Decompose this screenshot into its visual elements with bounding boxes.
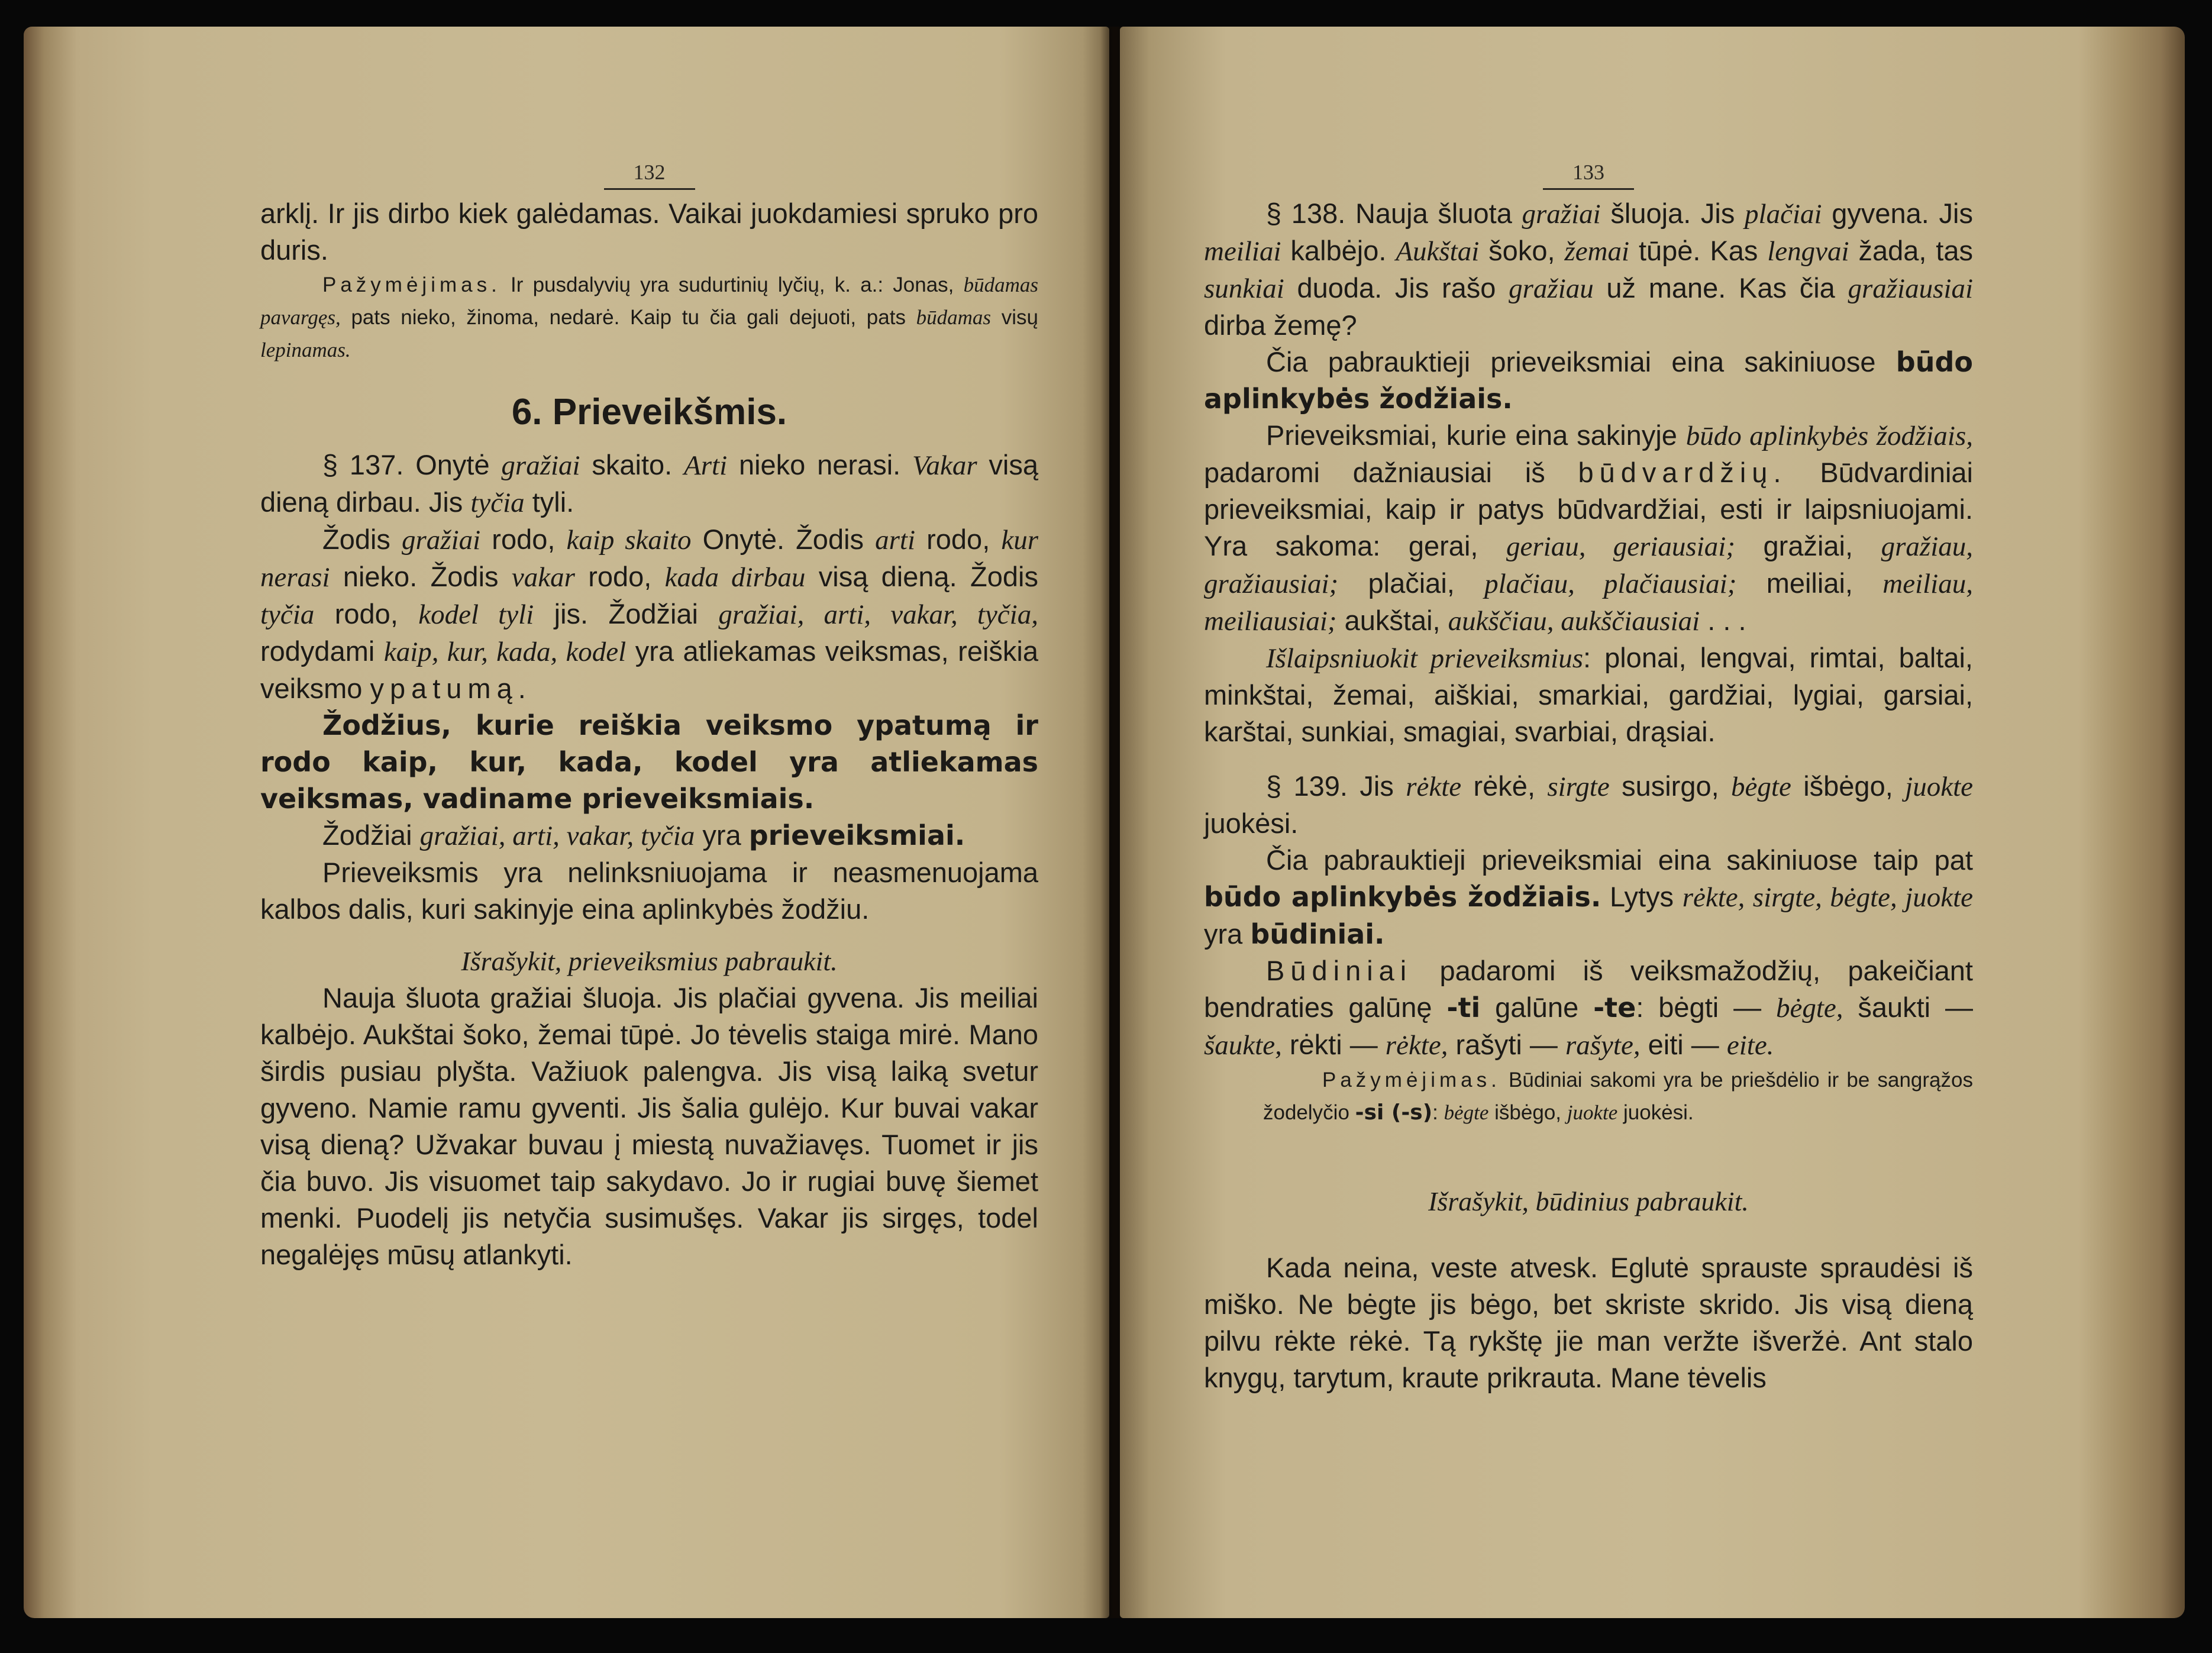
right-page	[1120, 27, 2185, 1618]
paragraph-prieveiksmis: Prieveiksmis yra nelinksniuojama ir neasmenuojama kalbos dalis, kuri sakinyje eina aplinkybės žodžiu.	[260, 857, 1038, 925]
left-page-text	[260, 160, 1038, 1273]
paragraph-139: § 139. Jis rėkte rėkė, sirgte susirgo, bėgte išbėgo, juokte juokėsi.	[1204, 770, 1973, 839]
page-number: 133	[1204, 160, 1973, 195]
page-number: 132	[260, 160, 1038, 195]
paragraph-138: § 138. Nauja šluota gražiai šluoja. Jis plačiai gyvena. Jis meiliai kalbėjo. Aukštai šoko, žemai tūpė. Kas lengvai žada, tas sunkiai duoda. Jis rašo gražiau už mane. Kas čia gražiausiai dirba žemę?	[1204, 198, 1974, 341]
section-heading: 6. Prieveikšmis.	[511, 392, 787, 432]
paragraph-islaipsniuokit: Išlaipsniuokit prieveiksmius: plonai, lengvai, rimtai, baltai, minkštai, žemai, aiškiai, smarkiai, gardžiai, lygiai, garsiai, karštai, sunkiai, smagiai, svarbiai, drąsiai.	[1204, 642, 1973, 747]
paragraph-cia-1: Čia pabrauktieji prieveiksmiai eina sakiniuose būdo aplinkybės žodžiais.	[1204, 346, 1973, 415]
paragraph-prieveiksmiai: Prieveiksmiai, kurie eina sakinyje būdo aplinkybės žodžiais, padaromi dažniausiai iš būdvardžių. Būdvardiniai prieveiksmiai, kaip ir patys būdvardžiai, esti ir laipsniuojami. Yra sakoma: gerai, geriau, geriausiai; gražiai, gražiau, gražiausiai; plačiai, plačiau, plačiausiai; meiliai, meiliau, meiliausiai; aukštai, aukščiau, aukščiausiai . . .	[1204, 419, 1973, 637]
paragraph-continuation: arklį. Ir jis dirbo kiek galėdamas. Vaikai juokdamiesi spruko pro duris.	[260, 198, 1038, 266]
paragraph-budiniai: Būdiniai padaromi iš veiksmažodžių, pakeičiant bendraties galūnę -ti galūne -te: bėgti — bėgte, šaukti — šaukte, rėkti — rėkte, rašyti — rašyte, eiti — eite.	[1204, 955, 1973, 1061]
note-remark: Pažymėjimas. Būdiniai sakomi yra be priešdėlio ir be sangrąžos žodelyčio -si (-s): bėgte išbėgo, juokte juokėsi.	[1263, 1068, 1973, 1125]
paragraph-cia-2: Čia pabrauktieji prieveiksmiai eina sakiniuose taip pat būdo aplinkybės žodžiais. Lytys rėkte, sirgte, bėgte, juokte yra būdiniai.	[1204, 844, 1973, 950]
paragraph-zodziai: Žodžiai gražiai, arti, vakar, tyčia yra prieveiksmiai.	[322, 819, 965, 851]
paragraph-137: § 137. Onytė gražiai skaito. Arti nieko nerasi. Vakar visą dieną dirbau. Jis tyčia tyli.	[260, 449, 1039, 518]
left-page	[24, 27, 1109, 1618]
exercise-text: Nauja šluota gražiai šluoja. Jis plačiai gyvena. Jis meiliai kalbėjo. Aukštai šoko, žemai tūpė. Jo tėvelis staiga mirė. Mano širdis pusiau plyšta. Važiuok palengva. Jis visą laiką svetur gyveno. Namie ramu gyventi. Jis šalia gulėjo. Kur buvai vakar visą dieną? Užvakar buvau į miestą nuvažiavęs. Tuomet ir jis čia buvo. Jis visuomet taip sakydavo. Jo ir rugiai buvę šiemet menki. Puodelį jis netyčia susimušęs. Vakar jis sirgęs, todel negalėjęs mūsų atlankyti.	[260, 982, 1038, 1270]
definition-bold: Žodžius, kurie reiškia veiksmo ypatumą ir rodo kaip, kur, kada, kodel yra atliekamas veiksmas, vadiname prieveiksmiais.	[260, 709, 1038, 815]
paragraph-zodis: Žodis gražiai rodo, kaip skaito Onytė. Žodis arti rodo, kur nerasi nieko. Žodis vakar rodo, kada dirbau visą dieną. Žodis tyčia rodo, kodel tyli jis. Žodžiai gražiai, arti, vakar, tyčia, rodydami kaip, kur, kada, kodel yra atliekamas veiksmas, reiškia veiksmo ypatumą.	[260, 524, 1038, 704]
exercise-text: Kada neina, veste atvesk. Eglutė sprauste spraudėsi iš miško. Ne bėgte jis bėgo, bet skriste skrido. Jis visą dieną pilvu rėkte rėkė. Tą rykštę jie man veržte išveržė. Ant stalo knygų, tarytum, kraute prikrauta. Mane tėvelis	[1204, 1252, 1973, 1393]
exercise-title: Išrašykit, būdinius pabraukit.	[1428, 1186, 1749, 1216]
exercise-title: Išrašykit, prieveiksmius pabraukit.	[461, 946, 838, 976]
right-page-text	[1204, 160, 1973, 1396]
note-remark: Pažymėjimas. Ir pusdalyvių yra sudurtinių lyčių, k. a.: Jonas, būdamas pavargęs, pats nieko, žinoma, nedarė. Kaip tu čia gali dejuoti, pats būdamas visų lepinamas.	[260, 273, 1038, 361]
